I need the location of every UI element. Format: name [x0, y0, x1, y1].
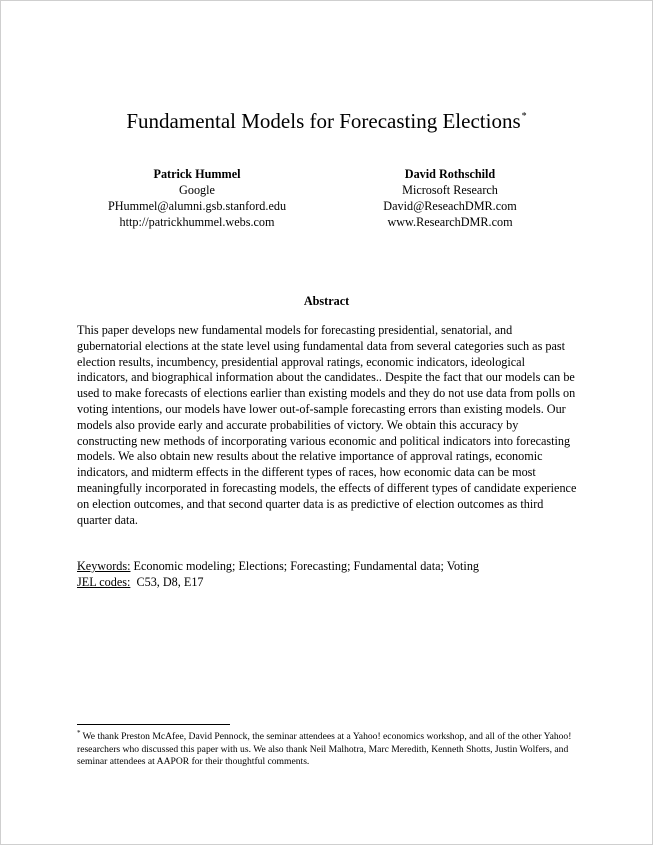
author-website: http://patrickhummel.webs.com: [119, 215, 275, 229]
author-name: Patrick Hummel: [153, 167, 241, 181]
footnote-rule: [77, 724, 230, 725]
footnote-mark: *: [77, 729, 81, 737]
jel-line: [77, 574, 577, 590]
paper-title-text: Fundamental Models for Forecasting Elections: [126, 109, 521, 133]
keywords-line: [77, 558, 577, 574]
author-email: PHummel@alumni.gsb.stanford.edu: [107, 199, 287, 213]
keywords-block: [77, 558, 577, 590]
author-block-1: [67, 166, 327, 230]
jel-value: C53, D8, E17: [130, 575, 204, 589]
author-block-2: [320, 166, 580, 230]
footnote: [77, 731, 577, 769]
keywords-label: Keywords:: [77, 559, 131, 573]
keywords-value: Economic modeling; Elections; Forecasting; Fundamental data; Voting: [130, 559, 480, 573]
paper-title: [0, 108, 653, 139]
author-affiliation: Microsoft Research: [402, 183, 498, 197]
author-website: www.ResearchDMR.com: [387, 215, 513, 229]
title-footnote-mark: *: [521, 111, 527, 122]
abstract-body: This paper develops new fundamental models for forecasting presidential, senatorial, and gubernatorial elections at the state level using fundamental data from several categories such as past election results, incumbency, presidential approval ratings, economic indicators, ideological indicators, and biographical information about the candidates.. Despite the fact that our models can be used to make forecasts of elections earlier than existing models and they do not use data from polls on voting intentions, our models have lower out-of-sample forecasting errors than existing models. Our models also provide early and accurate probabilities of victory. We obtain this accuracy by constructing new methods of incorporating various economic and political indicators into forecasting models. We also obtain new results about the relative importance of approval ratings, economic indicators, and midterm effects in the different types of races, how economic data can be most meaningfully incorporated in forecasting models, the effects of different types of candidate experience on election outcomes, and that second quarter data is as predictive of election outcomes as third quarter data.: [77, 323, 577, 527]
author-name: David Rothschild: [404, 167, 496, 181]
abstract-heading: Abstract: [303, 294, 350, 308]
author-affiliation: Google: [179, 183, 215, 197]
footnote-text: We thank Preston McAfee, David Pennock, the seminar attendees at a Yahoo! economics workshop, and all of the other Yahoo! researchers who discussed this paper with us. We also thank Neil Malhotra, Marc Meredith, Kenneth Shotts, Justin Wolfers, and seminar attendees at AAPOR for their thoughtful comments.: [77, 731, 572, 767]
jel-label: JEL codes:: [77, 575, 131, 589]
author-email: David@ReseachDMR.com: [383, 199, 517, 213]
